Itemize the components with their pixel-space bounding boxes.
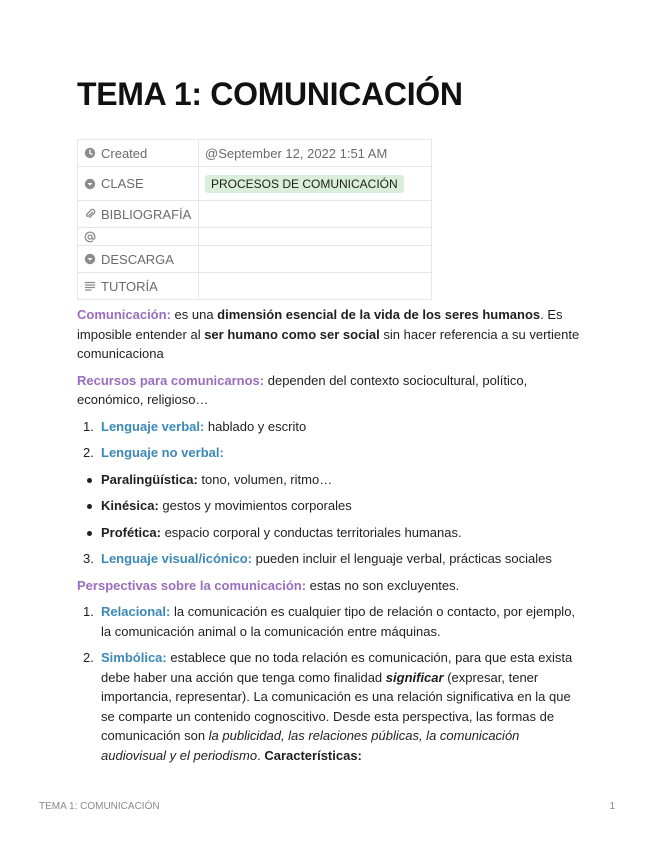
italic-formas: la publicidad, las relaciones públicas, la comunicación audiovisual y el periodismo [101,728,520,763]
property-row[interactable] [78,201,432,228]
term-perspectivas: Perspectivas sobre la comunicación: [77,577,307,593]
select-icon [84,253,96,265]
bulleted-list-no-verbal [77,470,582,543]
property-label: CLASE [101,176,144,191]
property-row[interactable] [78,228,432,246]
footer-title: TEMA 1: COMUNICACIÓN [39,801,160,812]
property-row[interactable] [78,167,432,201]
bullet-dot-icon [87,531,92,536]
property-key [78,201,199,228]
bold-ser-humano: ser humano como ser social [204,326,380,342]
bold-caracteristicas: Características: [264,747,362,763]
page-title: TEMA 1: COMUNICACIÓN [77,76,463,112]
property-value[interactable] [199,273,432,300]
bullet-dot-icon [87,504,92,509]
paragraph-comunicacion: Comunicación: es una dimensión esencial de la vida de los seres humanos. Es imposible entender al ser humano como ser social sin hacer referencia a su vertiente comunicaciona [77,307,580,361]
clock-icon [84,147,96,159]
term-comunicacion: Comunicación: [77,307,171,322]
property-value[interactable] [199,167,432,201]
property-row[interactable] [78,140,432,167]
bold-dimension: dimensión esencial de la vida de los seres humanos [217,307,541,322]
property-row[interactable] [78,273,432,300]
property-value[interactable] [199,246,432,273]
property-value-text: @September 12, 2022 1:51 AM [205,145,388,161]
properties-table [77,139,432,300]
property-key [78,273,199,300]
property-row[interactable] [78,246,432,273]
list-item: 1. Lenguaje verbal: hablado y escrito [83,418,307,434]
at-icon [84,231,96,243]
term-recursos: Recursos para comunicarnos: [77,372,265,388]
property-label: BIBLIOGRAFÍA [101,206,192,222]
clase-tag: PROCESOS DE COMUNICACIÓN [205,175,404,193]
property-label: TUTORÍA [101,278,158,294]
list-item: 3. Lenguaje visual/icónico: pueden incluir el lenguaje verbal, prácticas sociales [83,551,552,566]
text-icon [84,280,96,292]
document-body [77,305,582,772]
property-label: DESCARGA [101,251,174,267]
property-value[interactable] [199,140,432,167]
bullet-dot-icon [87,478,92,483]
property-key [78,246,199,273]
bold-italic-significar: significar [385,669,444,685]
paragraph-perspectivas: Perspectivas sobre la comunicación: estas no son excluyentes. [77,577,460,593]
numbered-list-perspectivas [77,602,582,765]
page-number: 1 [609,801,615,812]
numbered-list-lenguajes [77,417,582,463]
property-key [78,140,199,167]
paragraph-recursos: Recursos para comunicarnos: dependen del contexto sociocultural, político, económico, religioso… [77,372,528,407]
list-item: 2. Lenguaje no verbal: [83,445,224,460]
bullet-item: Paralingüística: tono, volumen, ritmo… [77,470,582,490]
bullet-item: Profética: espacio corporal y conductas territoriales humanas. [77,523,582,543]
property-value[interactable] [199,201,432,228]
property-label: Created [101,145,148,161]
select-icon [84,178,96,190]
numbered-list-lenguajes-cont [77,549,582,569]
property-value[interactable] [199,228,432,246]
list-item: 1. Relacional: la comunicación es cualquier tipo de relación o contacto, por ejemplo, la comunicación animal o la comunicación entre máquinas. [83,604,576,639]
property-key [78,228,199,246]
list-item: 2. Simbólica: establece que no toda relación es comunicación, para que esta exista debe haber una acción que tenga como finalidad significar (expresar, tener importancia, representar). La comunicación es una relación significativa en la que se comparte un contenido cognoscitivo. Desde esta perspectiva, las formas de comunicación son la publicidad, las relaciones públicas, la comunicación audiovisual y el periodismo. Características: [83,650,573,763]
paperclip-icon [84,208,96,220]
property-key [78,167,199,201]
bullet-item: Kinésica: gestos y movimientos corporales [77,496,582,516]
